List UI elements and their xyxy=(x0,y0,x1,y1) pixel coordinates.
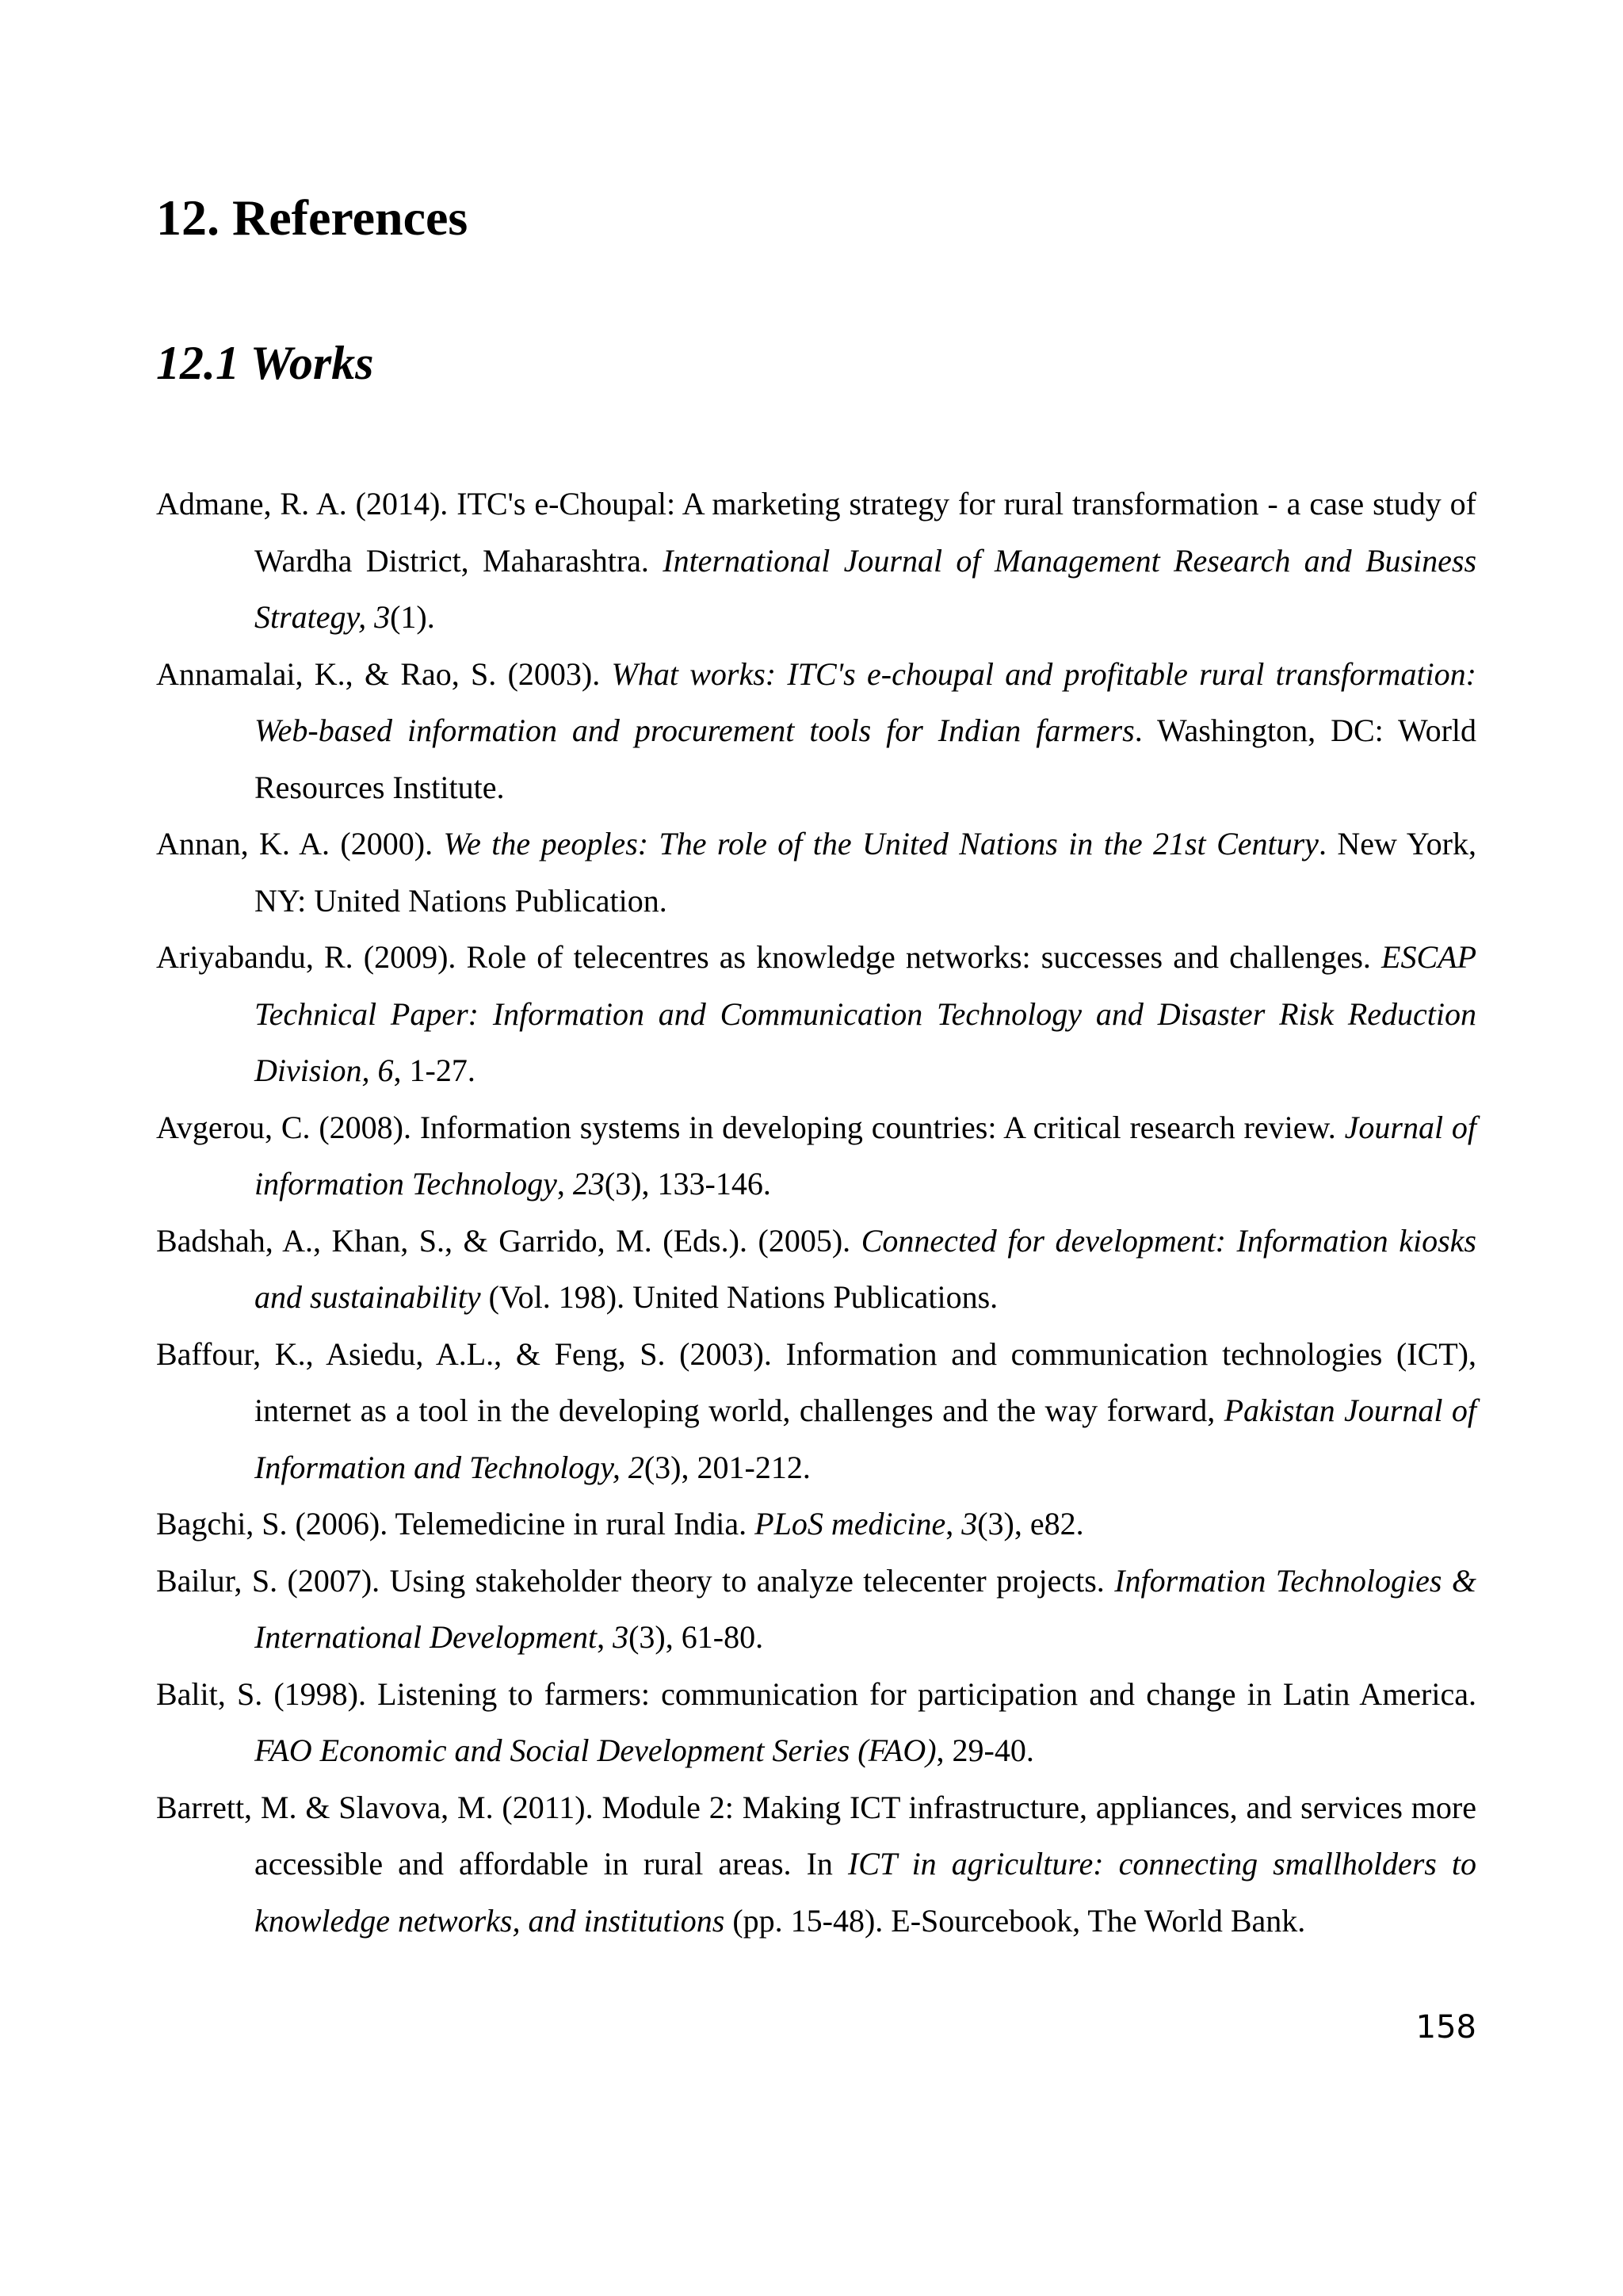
section-title: 12.1 Works xyxy=(156,337,374,389)
reference-entry: Barrett, M. & Slavova, M. (2011). Module 2: Making ICT infrastructure, appliances, and services more accessible and affordable in rural areas. In ICT in agriculture: connecting smallholders to knowledge networks, and institutions (pp. 15-48). E-Sourcebook, The World Bank. xyxy=(156,1789,1476,1939)
reference-entry: Admane, R. A. (2014). ITC's e-Choupal: A marketing strategy for rural transformation - a case study of Wardha District, Maharashtra. International Journal of Management Research and Business Strategy, 3(1). xyxy=(156,486,1477,635)
reference-list xyxy=(156,476,1476,1949)
page-number: 158 xyxy=(1415,2009,1476,2046)
reference-entry: Annamalai, K., & Rao, S. (2003). What works: ITC's e-choupal and profitable rural transformation: Web-based information and procurement tools for Indian farmers. Washington, DC: World Resources Institute. xyxy=(156,655,1477,805)
reference-entry: Baffour, K., Asiedu, A.L., & Feng, S. (2003). Information and communication technologies (ICT), internet as a tool in the developing world, challenges and the way forward, Pakistan Journal of Information and Technology, 2(3), 201-212. xyxy=(156,1335,1476,1485)
reference-entry: Balit, S. (1998). Listening to farmers: communication for participation and change in Latin America. FAO Economic and Social Development Series (FAO), 29-40. xyxy=(156,1675,1476,1768)
reference-entry: Bagchi, S. (2006). Telemedicine in rural India. PLoS medicine, 3(3), e82. xyxy=(156,1506,1084,1541)
chapter-title: 12. References xyxy=(156,189,468,246)
reference-entry: Bailur, S. (2007). Using stakeholder theory to analyze telecenter projects. Information Technologies & International Development, 3(3), 61-80. xyxy=(156,1562,1476,1655)
reference-entry: Avgerou, C. (2008). Information systems in developing countries: A critical research review. Journal of information Technology, 23(3), 133-146. xyxy=(156,1109,1477,1201)
reference-entry: Annan, K. A. (2000). We the peoples: The role of the United Nations in the 21st Century. New York, NY: United Nations Publication. xyxy=(156,826,1476,919)
reference-entry: Badshah, A., Khan, S., & Garrido, M. (Eds.). (2005). Connected for development: Information kiosks and sustainability (Vol. 198). United Nations Publications. xyxy=(156,1222,1476,1315)
reference-entry: Ariyabandu, R. (2009). Role of telecentres as knowledge networks: successes and challenges. ESCAP Technical Paper: Information and Communication Technology and Disaster Risk Reduction Division, 6, 1-27. xyxy=(156,939,1476,1088)
